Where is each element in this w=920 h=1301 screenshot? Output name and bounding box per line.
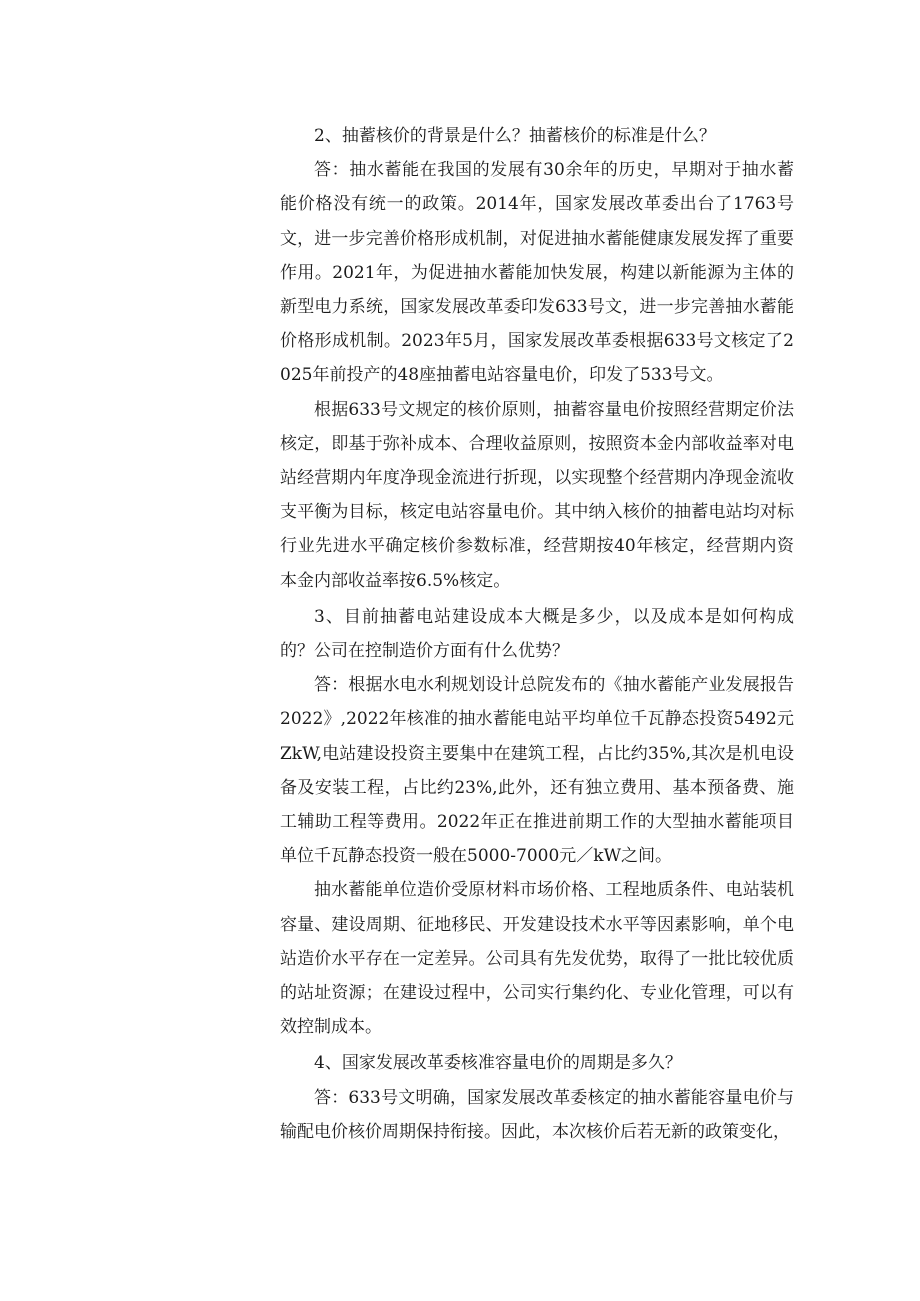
- document-body: [280, 117, 794, 1149]
- answer-3-paragraph-2: 抽水蓄能单位造价受原材料市场价格、工程地质条件、电站装机容量、建设周期、征地移民、开发建设技术水平等因素影响，单个电站造价水平存在一定差异。公司具有先发优势，取得了一批比较优质的站址资源；在建设过程中，公司实行集约化、专业化管理，可以有效控制成本。: [280, 880, 794, 1038]
- question-4: 4、国家发展改革委核准容量电价的周期是多久？: [314, 1053, 682, 1074]
- question-3: 3、目前抽蓄电站建设成本大概是多少，以及成本是如何构成的？公司在控制造价方面有什么优势？: [280, 606, 794, 662]
- question-2: 2、抽蓄核价的背景是什么？抽蓄核价的标准是什么？: [314, 126, 716, 146]
- answer-2-paragraph-2: 根据633号文规定的核价原则，抽蓄容量电价按照经营期定价法核定，即基于弥补成本、合理收益原则，按照资本金内部收益率对电站经营期内年度净现金流进行折现，以实现整个经营期内净现金流收支平衡为目标，核定电站容量电价。其中纳入核价的抽蓄电站均对标行业先进水平确定核价参数标准，经营期按40年核定，经营期内资本金内部收益率按6.5%核定。: [280, 399, 794, 591]
- answer-3-paragraph-1: 答：根据水电水利规划设计总院发布的《抽水蓄能产业发展报告2022》,2022年核准的抽水蓄能电站平均单位千瓦静态投资5492元ZkW,电站建设投资主要集中在建筑工程，占比约35%,其次是机电设备及安装工程，占比约23%,此外，还有独立费用、基本预备费、施工辅助工程等费用。2022年正在推进前期工作的大型抽水蓄能项目单位千瓦静态投资一般在5000-7000元／kW之间。: [280, 675, 794, 867]
- answer-2-paragraph-1: 答：抽水蓄能在我国的发展有30余年的历史，早期对于抽水蓄能价格没有统一的政策。2014年，国家发展改革委出台了1763号文，进一步完善价格形成机制，对促进抽水蓄能健康发展发挥了重要作用。2021年，为促进抽水蓄能加快发展，构建以新能源为主体的新型电力系统，国家发展改革委印发633号文，进一步完善抽水蓄能价格形成机制。2023年5月，国家发展改革委根据633号文核定了2025年前投产的48座抽蓄电站容量电价，印发了533号文。: [280, 160, 794, 386]
- answer-4-paragraph-1: 答：633号文明确，国家发展改革委核定的抽水蓄能容量电价与输配电价核价周期保持衔接。因此，本次核价后若无新的政策变化，: [280, 1087, 794, 1142]
